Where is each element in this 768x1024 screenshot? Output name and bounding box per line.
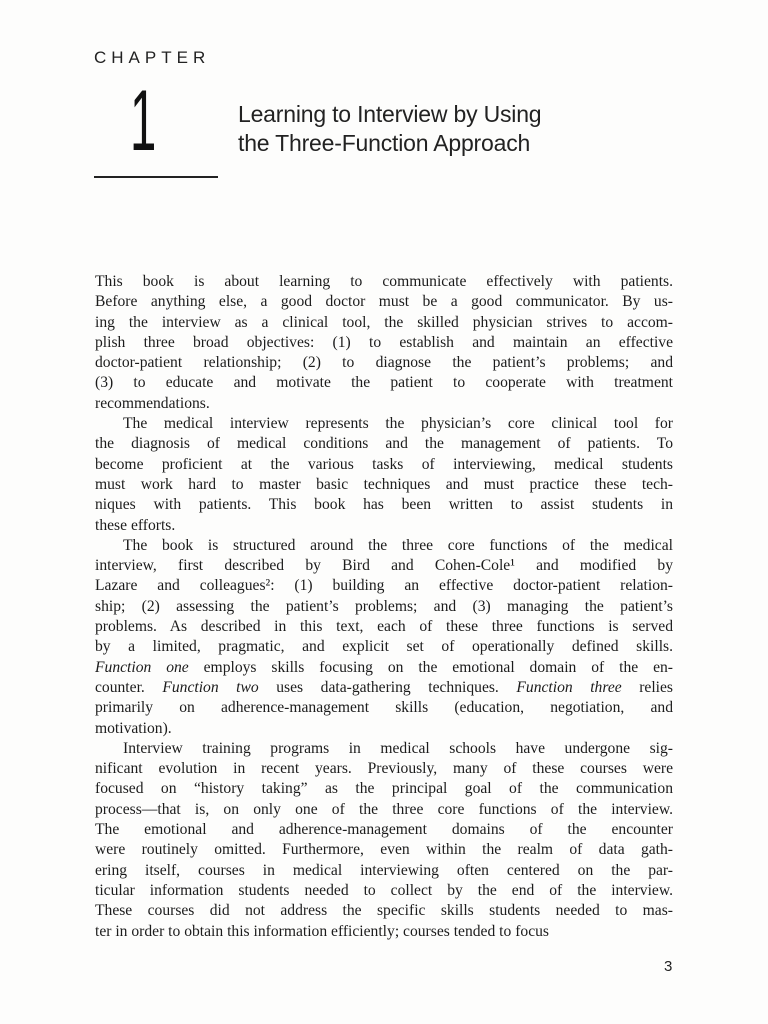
chapter-label: CHAPTER [94, 48, 211, 67]
body-line: primarily on adherence-management skills (education, negotiation, and [95, 699, 673, 717]
body-line: ship; (2) assessing the patient’s problems; and (3) managing the patient’s [95, 597, 673, 615]
body-line: This book is about learning to communicate effectively with patients. [95, 273, 673, 290]
body-line: nificant evolution in recent years. Previously, many of these courses were [95, 760, 673, 778]
body-line: Lazare and colleagues²: (1) building an effective doctor-patient relation- [95, 577, 673, 595]
body-line: Function one employs skills focusing on the emotional domain of the en- [95, 658, 673, 676]
page-number: 3 [664, 958, 673, 975]
body-line: become proficient at the various tasks of interviewing, medical students [95, 455, 673, 473]
body-line: were routinely omitted. Furthermore, even within the realm of data gath- [95, 841, 673, 859]
body-line: process—that is, on only one of the three core functions of the interview. [95, 800, 673, 818]
chapter-title [238, 100, 618, 158]
body-line: Interview training programs in medical schools have undergone sig- [123, 739, 673, 757]
body-line: ter in order to obtain this information efficiently; courses tended to focus [95, 922, 549, 940]
body-paragraph [95, 272, 673, 414]
body-line: these efforts. [95, 516, 176, 534]
body-line: motivation). [95, 719, 172, 737]
body-line: must work hard to master basic techniques and must practice these tech- [95, 475, 673, 493]
body-line: interview, first described by Bird and Cohen-Cole¹ and modified by [95, 557, 673, 575]
body-line: focused on “history taking” as the principal goal of the communication [95, 780, 673, 798]
body-line: The book is structured around the three core functions of the medical [123, 536, 673, 554]
body-line: ering itself, courses in medical interviewing often centered on the par- [95, 861, 673, 879]
body-paragraph [95, 536, 673, 739]
body-line: The emotional and adherence-management domains of the encounter [95, 821, 673, 839]
body-line: (3) to educate and motivate the patient to cooperate with treatment [95, 374, 673, 392]
body-line: Before anything else, a good doctor must be a good communicator. By us- [95, 293, 673, 311]
body-line: These courses did not address the specific skills students needed to mas- [95, 902, 673, 920]
body-line: plish three broad objectives: (1) to establish and maintain an effective [95, 333, 673, 351]
body-paragraph [95, 414, 673, 536]
body-line: ing the interview as a clinical tool, the skilled physician strives to accom- [95, 313, 673, 331]
body-line: the diagnosis of medical conditions and the management of patients. To [95, 435, 673, 453]
body-line: counter. Function two uses data-gathering techniques. Function three relies [95, 678, 673, 696]
chapter-title-line: the Three-Function Approach [238, 130, 531, 156]
body-line: doctor-patient relationship; (2) to diagnose the patient’s problems; and [95, 354, 673, 372]
body-line: problems. As described in this text, each of these three functions is served [95, 618, 673, 636]
body-line: recommendations. [95, 394, 210, 412]
body-line: niques with patients. This book has been written to assist students in [95, 496, 673, 514]
body-line: ticular information students needed to collect by the end of the interview. [95, 881, 673, 899]
chapter-number: 1 [130, 73, 157, 169]
body-line: by a limited, pragmatic, and explicit set of operationally defined skills. [95, 638, 673, 656]
body-text [95, 272, 673, 942]
body-paragraph [95, 739, 673, 942]
chapter-rule [94, 176, 218, 178]
chapter-title-line: Learning to Interview by Using [238, 101, 542, 127]
body-line: The medical interview represents the physician’s core clinical tool for [123, 415, 673, 433]
